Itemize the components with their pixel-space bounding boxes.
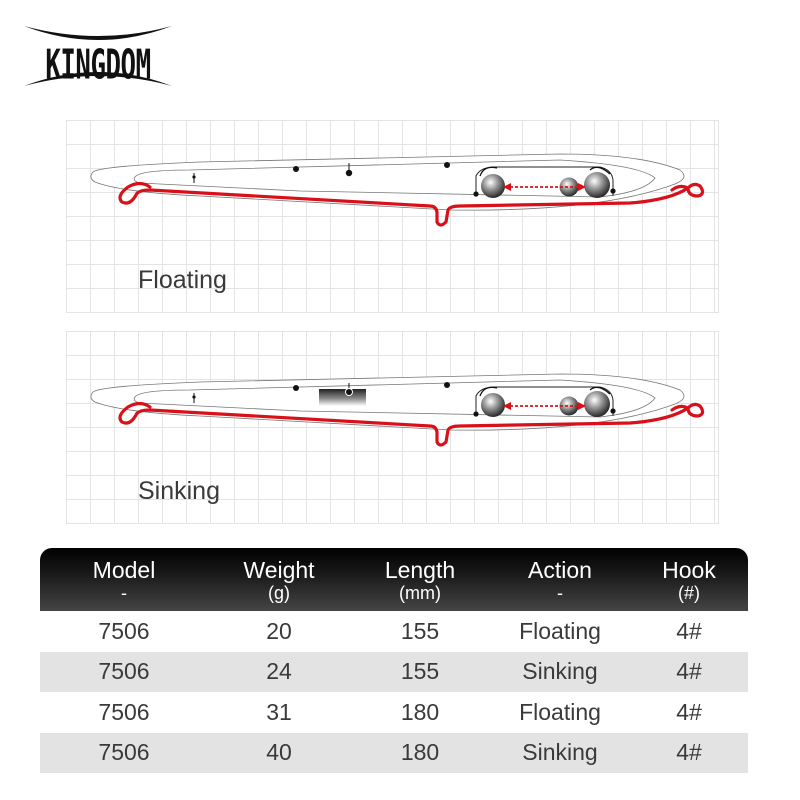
- cell-length: 155: [400, 658, 440, 685]
- table-row: [40, 652, 748, 693]
- header-weight: Weight (g): [243, 557, 315, 603]
- header-length: Length (mm): [384, 557, 456, 603]
- cell-weight: 20: [266, 617, 292, 644]
- cell-action: Sinking: [522, 658, 598, 685]
- cell-hook: 4#: [676, 698, 702, 725]
- kingdom-logo: [22, 22, 174, 90]
- table-header: [40, 548, 748, 611]
- cell-hook: 4#: [676, 739, 702, 766]
- header-action: Action -: [528, 557, 592, 603]
- table-row: [40, 733, 748, 774]
- table-row: [40, 692, 748, 733]
- spec-table: [40, 548, 748, 773]
- cell-model: 7506: [98, 739, 150, 766]
- lure-floating-diagram-icon: [0, 120, 720, 312]
- cell-length: 180: [400, 739, 440, 766]
- cell-hook: 4#: [676, 617, 702, 644]
- cell-length: 155: [400, 617, 440, 644]
- cell-action: Sinking: [522, 739, 598, 766]
- cell-weight: 40: [266, 739, 292, 766]
- cell-model: 7506: [98, 658, 150, 685]
- table-row: [40, 611, 748, 652]
- cell-model: 7506: [98, 698, 150, 725]
- header-model: Model -: [92, 557, 156, 603]
- sinking-diagram-panel: [66, 331, 719, 524]
- cell-length: 180: [400, 698, 440, 725]
- floating-label: Floating: [138, 266, 227, 294]
- cell-action: Floating: [519, 617, 601, 644]
- cell-hook: 4#: [676, 658, 702, 685]
- sinking-label: Sinking: [138, 477, 220, 505]
- floating-diagram-panel: [66, 120, 719, 313]
- cell-weight: 31: [266, 698, 292, 725]
- header-hook: Hook (#): [662, 557, 716, 603]
- cell-weight: 24: [266, 658, 292, 685]
- lure-sinking-diagram-icon: [0, 331, 720, 523]
- cell-model: 7506: [98, 617, 150, 644]
- logo-text: KINGDOM: [45, 41, 151, 89]
- cell-action: Floating: [519, 698, 601, 725]
